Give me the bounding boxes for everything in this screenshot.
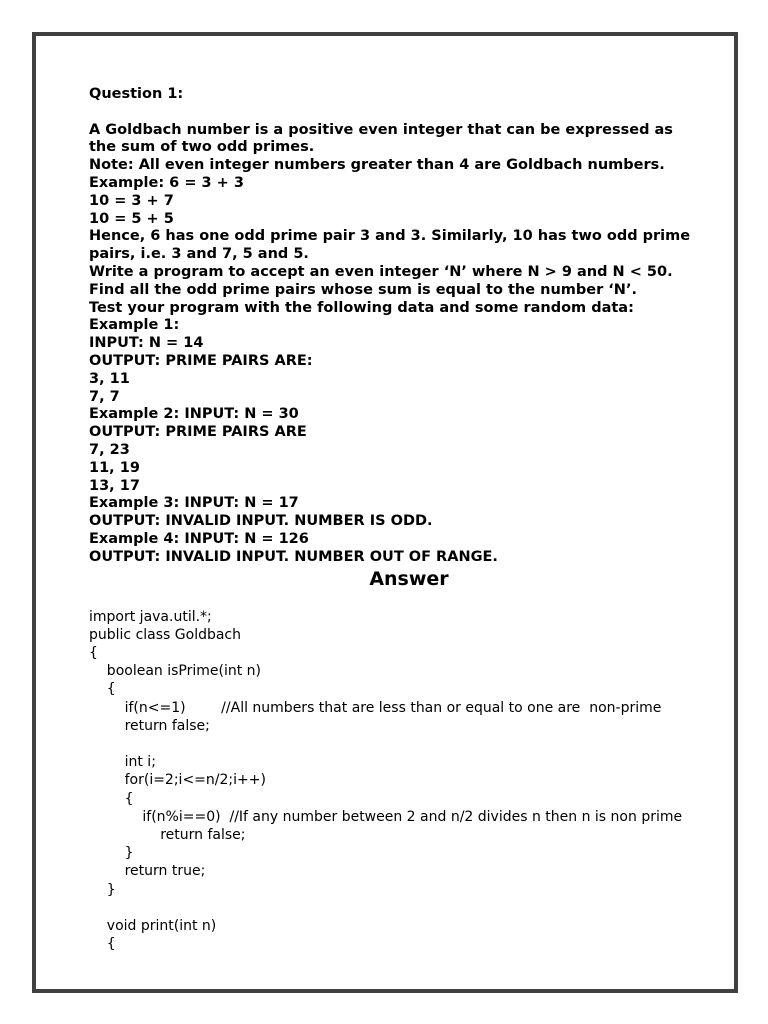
code-line: { (89, 644, 98, 661)
code-line: boolean isPrime(int n) (89, 663, 261, 680)
question-line: A Goldbach number is a positive even integer that can be expressed as (89, 121, 673, 138)
question-line: Example 3: INPUT: N = 17 (89, 495, 299, 512)
question-line: Example 2: INPUT: N = 30 (89, 406, 299, 423)
code-line: } (89, 845, 134, 862)
question-line: Find all the odd prime pairs whose sum is equal to the number ‘N’. (89, 281, 637, 298)
question-text (89, 122, 729, 567)
code-line: if(n%i==0) //If any number between 2 and n/2 divides n then n is non prime (89, 808, 683, 825)
code-line (89, 735, 729, 753)
question-heading: Question 1: (89, 86, 184, 102)
code-line: } (89, 881, 116, 898)
question-line: Example: 6 = 3 + 3 (89, 174, 244, 191)
code-line: for(i=2;i<=n/2;i++) (89, 772, 266, 789)
question-line: 13, 17 (89, 477, 140, 494)
question-line: 10 = 3 + 7 (89, 192, 174, 209)
question-line: OUTPUT: PRIME PAIRS ARE: (89, 352, 313, 369)
code-line: { (89, 681, 116, 698)
answer-title: Answer (369, 567, 449, 590)
question-line: the sum of two odd primes. (89, 139, 315, 156)
question-line: Write a program to accept an even integer ‘N’ where N > 9 and N < 50. (89, 263, 673, 280)
question-line: Example 1: (89, 317, 180, 334)
question-line: 7, 7 (89, 388, 120, 405)
code-line: return false; (89, 826, 246, 843)
code-line: if(n<=1) //All numbers that are less than or equal to one are non-prime (89, 699, 662, 716)
question-line: Hence, 6 has one odd prime pair 3 and 3. Similarly, 10 has two odd prime (89, 228, 691, 245)
question-line: INPUT: N = 14 (89, 335, 204, 352)
question-line: 10 = 5 + 5 (89, 210, 174, 227)
code-line: { (89, 790, 134, 807)
code-line: void print(int n) (89, 917, 217, 934)
question-line: OUTPUT: INVALID INPUT. NUMBER OUT OF RANGE. (89, 548, 498, 565)
question-line: OUTPUT: INVALID INPUT. NUMBER IS ODD. (89, 513, 433, 530)
code-block (89, 608, 729, 954)
code-line: int i; (89, 754, 156, 771)
question-line: Test your program with the following data and some random data: (89, 299, 634, 316)
question-line: Example 4: INPUT: N = 126 (89, 530, 309, 547)
code-line: { (89, 936, 116, 953)
question-line: 3, 11 (89, 370, 130, 387)
page-frame (32, 32, 738, 993)
question-line: Note: All even integer numbers greater than 4 are Goldbach numbers. (89, 157, 665, 174)
code-line: import java.util.*; (89, 608, 212, 625)
document-content (89, 86, 729, 953)
question-line: OUTPUT: PRIME PAIRS ARE (89, 424, 307, 441)
question-line: 7, 23 (89, 441, 130, 458)
code-line: return true; (89, 863, 206, 880)
question-line: 11, 19 (89, 459, 140, 476)
code-line (89, 899, 729, 917)
code-line: return false; (89, 717, 210, 734)
code-line: public class Goldbach (89, 626, 242, 643)
question-line: pairs, i.e. 3 and 7, 5 and 5. (89, 246, 309, 263)
